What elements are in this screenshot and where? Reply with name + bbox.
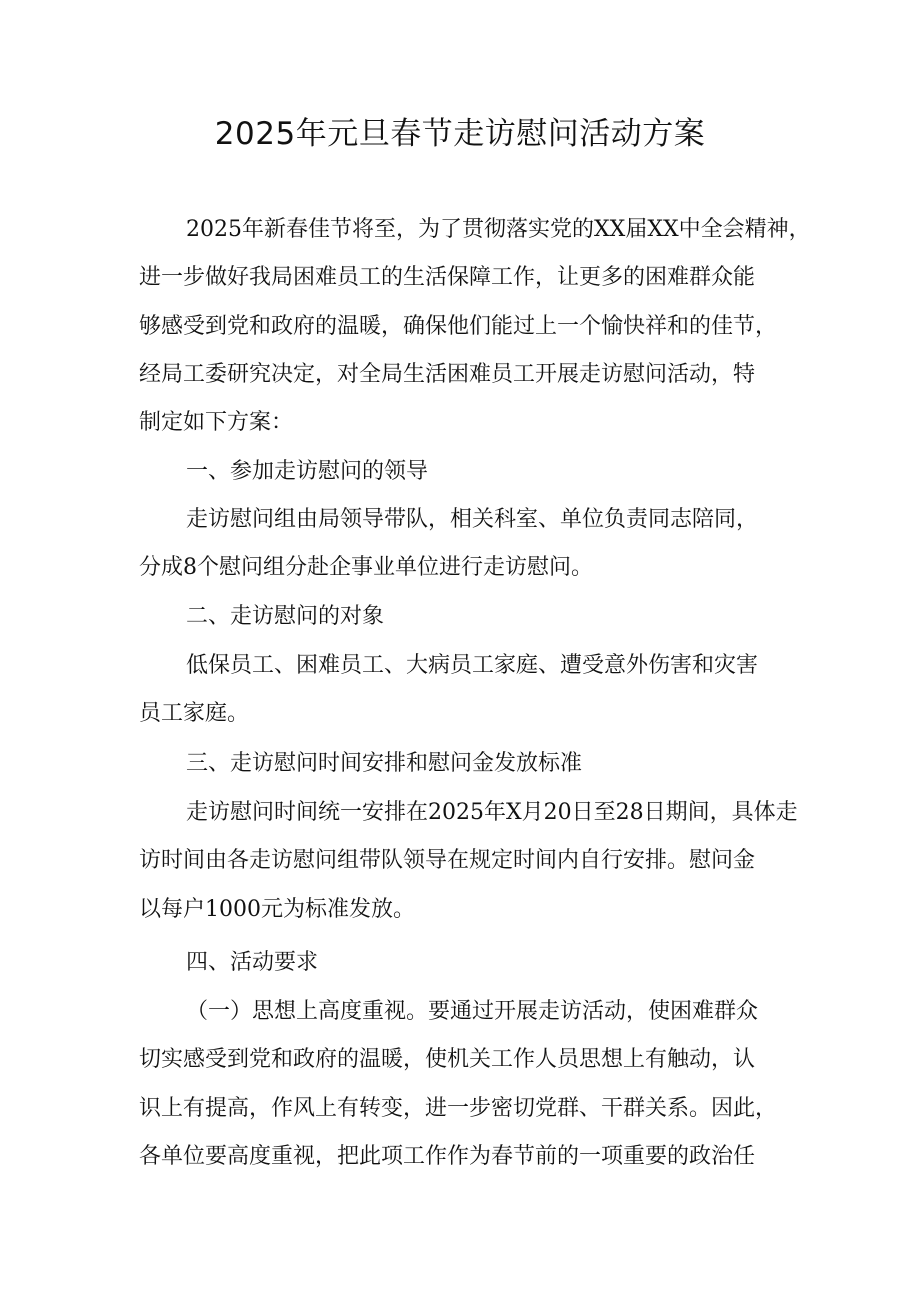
paragraph-line: 2025年新春佳节将至，为了贯彻落实党的XX届XX中全会精神，: [186, 217, 811, 242]
paragraph-line: 识上有提高，作风上有转变，进一步密切党群、干群关系。因此，: [139, 1096, 778, 1121]
paragraph-line: （一）思想上高度重视。要通过开展走访活动，使困难群众: [186, 999, 759, 1024]
paragraph-line: 经局工委研究决定，对全局生活困难员工开展走访慰问活动，特: [139, 362, 756, 387]
section-heading: 二、走访慰问的对象: [186, 604, 385, 629]
section-heading: 四、活动要求: [186, 950, 319, 975]
paragraph-line: 切实感受到党和政府的温暖，使机关工作人员思想上有触动，认: [139, 1047, 756, 1072]
document-title: 2025年元旦春节走访慰问活动方案: [214, 116, 706, 152]
paragraph-line: 员工家庭。: [139, 701, 250, 726]
paragraph-line: 制定如下方案：: [139, 410, 294, 435]
paragraph-line: 进一步做好我局困难员工的生活保障工作，让更多的困难群众能: [139, 265, 756, 290]
paragraph-line: 以每户1000元为标准发放。: [139, 897, 415, 922]
paragraph-line: 分成8个慰问组分赴企事业单位进行走访慰问。: [139, 555, 593, 580]
paragraph-line: 低保员工、困难员工、大病员工家庭、遭受意外伤害和灾害: [186, 653, 759, 678]
paragraph-line: 走访慰问组由局领导带队，相关科室、单位负责同志陪同，: [186, 507, 759, 532]
paragraph-line: 各单位要高度重视，把此项工作作为春节前的一项重要的政治任: [139, 1144, 756, 1169]
paragraph-line: 走访慰问时间统一安排在2025年X月20日至28日期间，具体走: [186, 800, 798, 825]
section-heading: 一、参加走访慰问的领导: [186, 459, 429, 484]
paragraph-line: 访时间由各走访慰问组带队领导在规定时间内自行安排。慰问金: [139, 848, 756, 873]
paragraph-line: 够感受到党和政府的温暖，确保他们能过上一个愉快祥和的佳节，: [139, 314, 778, 339]
section-heading: 三、走访慰问时间安排和慰问金发放标准: [186, 751, 583, 776]
